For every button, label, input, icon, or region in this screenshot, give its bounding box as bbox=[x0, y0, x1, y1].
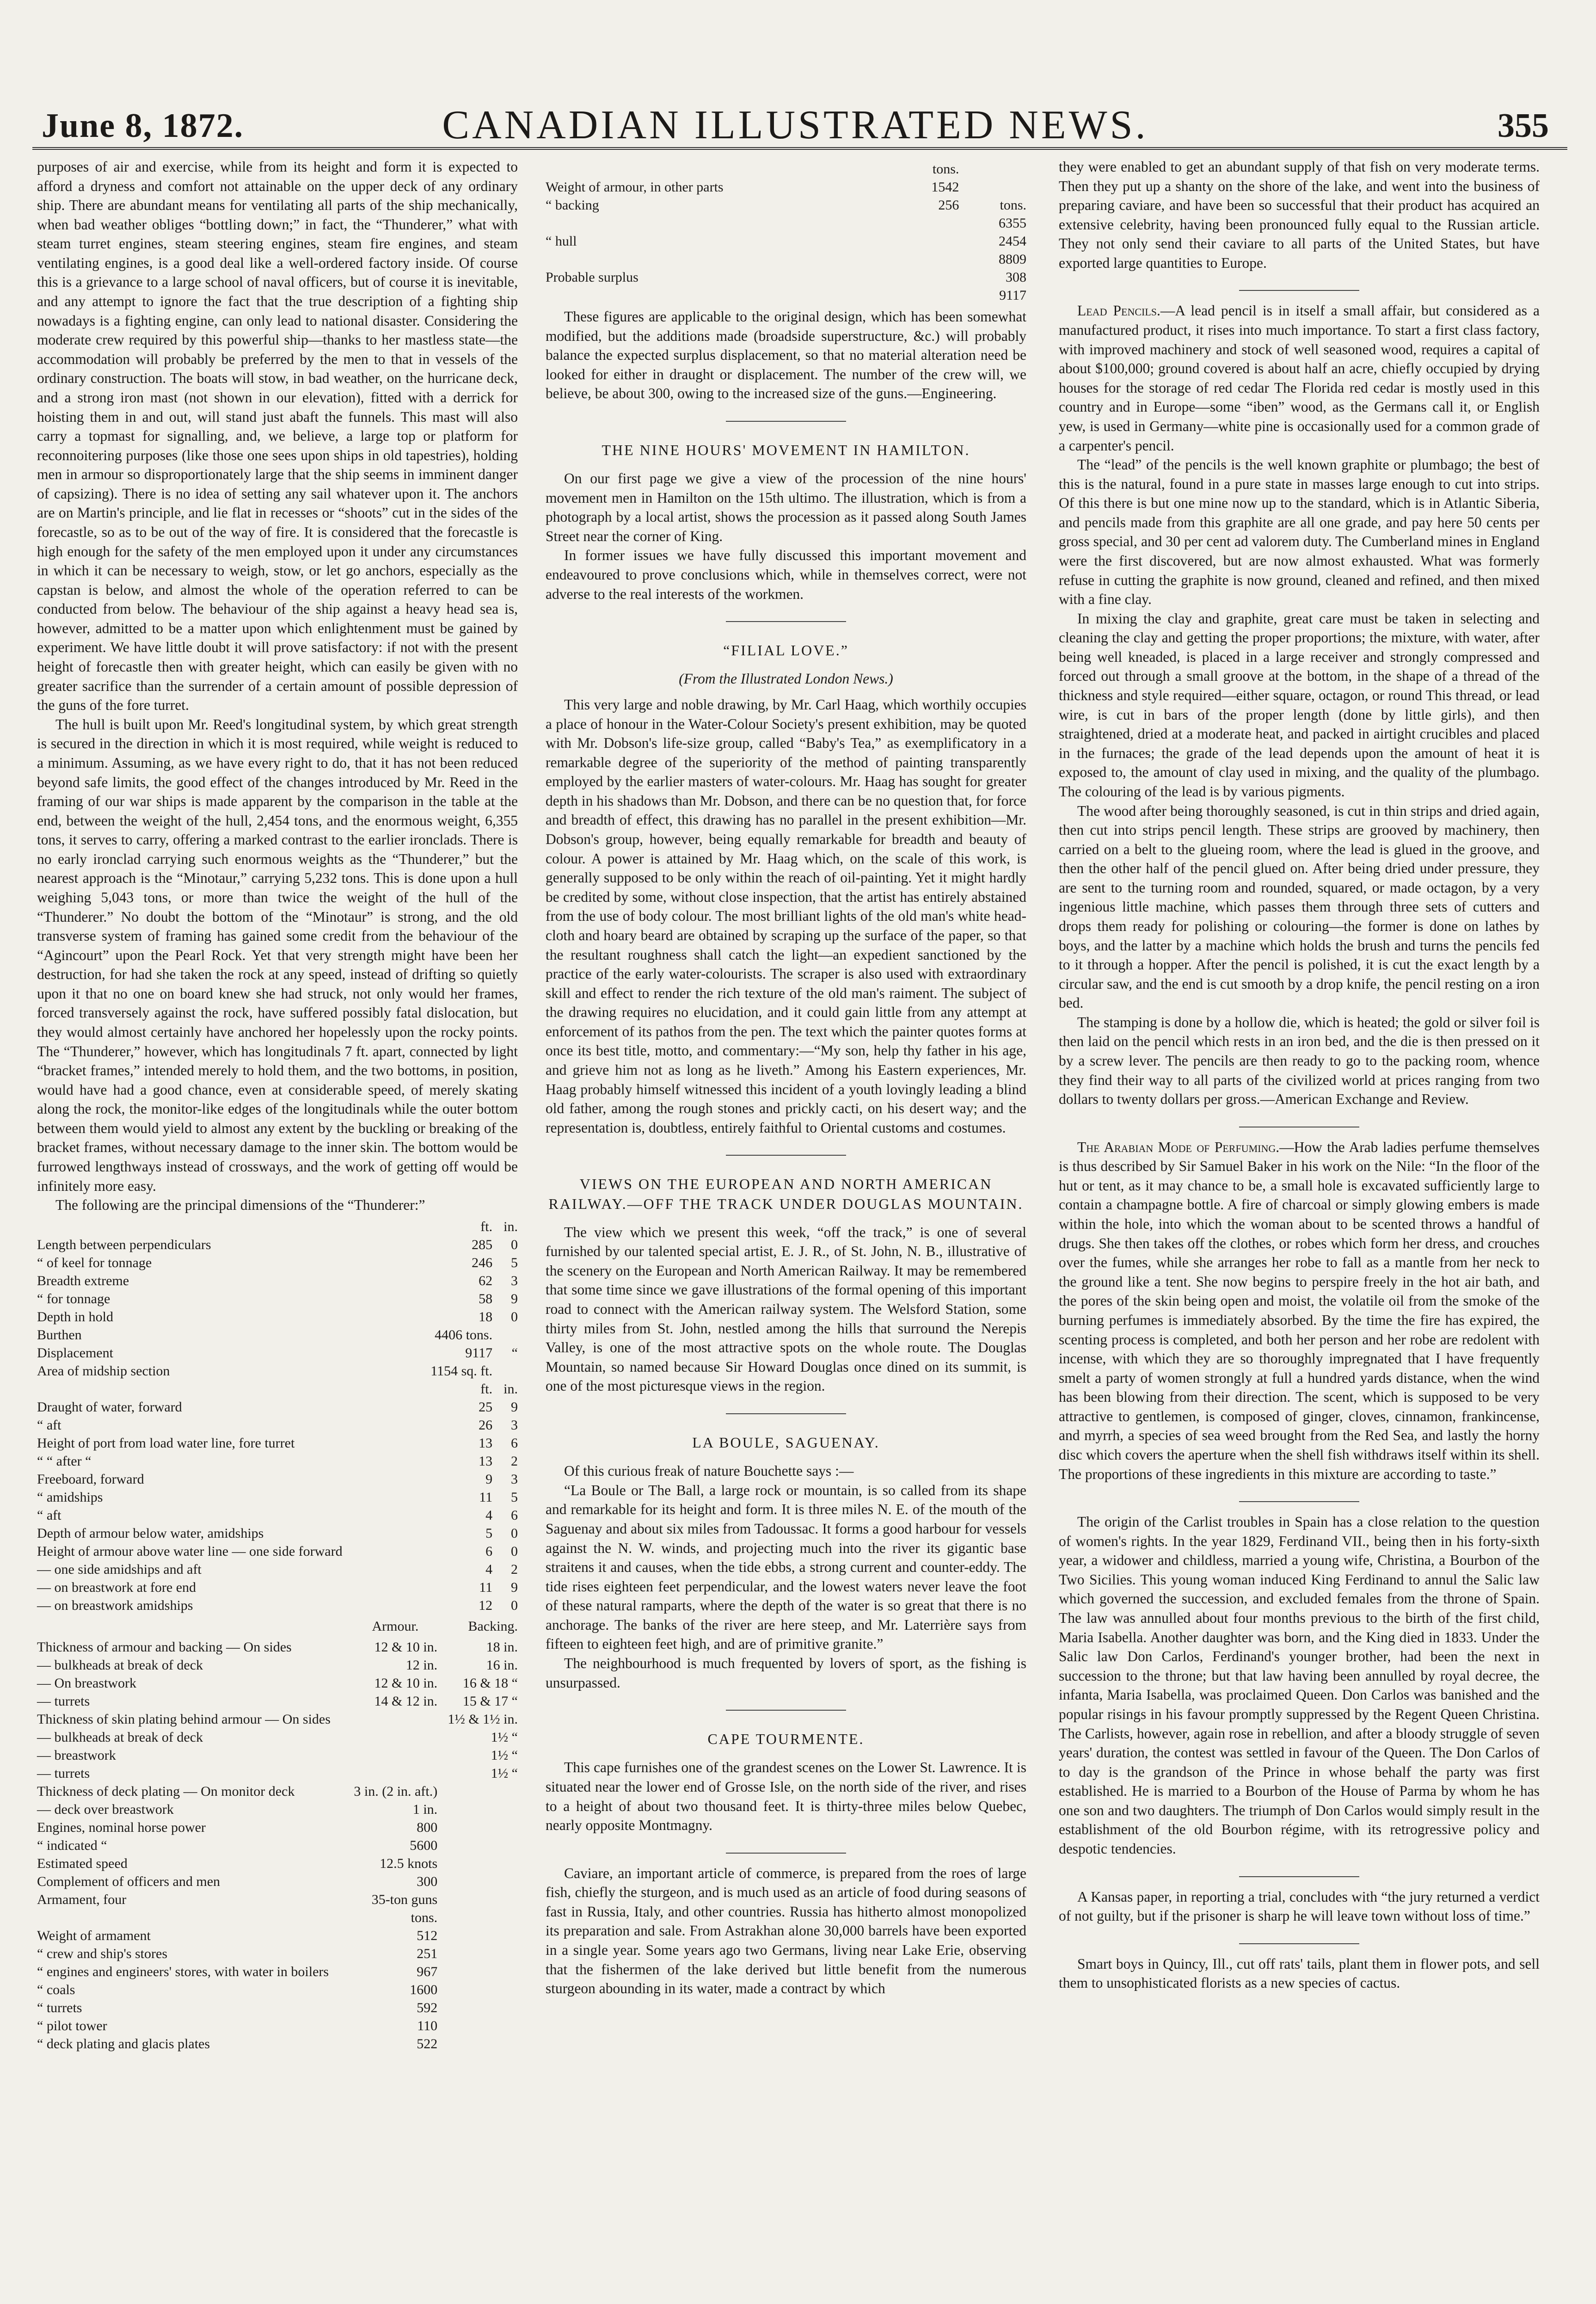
table-row bbox=[37, 1290, 518, 1308]
article-paragraph: In former issues we have fully discussed this important movement and endeavoured to prove conclusions which, while in themselves correct, were not adverse to the real interests of the workmen. bbox=[546, 547, 1026, 602]
row-value: 9 bbox=[511, 1399, 518, 1415]
row-label: Complement of officers and men bbox=[37, 1873, 221, 1889]
row-value: 1600 bbox=[410, 1982, 438, 1997]
table-row bbox=[37, 1854, 518, 1873]
row-label: Thickness of armour and backing — On sides bbox=[37, 1639, 292, 1655]
article-paragraph: On our first page we give a view of the procession of the nine hours' movement men in Hamilton on the 15th ultimo. The illustration, which is from a photograph by a local artist, shows the procession as it passed along South James Street near the corner of King. bbox=[546, 470, 1026, 544]
row-label: “ turrets bbox=[37, 2000, 82, 2015]
row-label: Area of midship section bbox=[37, 1363, 170, 1379]
article-text: —How the Arab ladies perfume themselves is thus described by Sir Samuel Baker in his work on the Nile: “In the floor of the hut or tent, as it may chance to be, a small hole is excavated sufficiently large to contain a champagne bottle. A fire of charcoal or simply glowing embers is made within the hole, into which the woman about to be scented throws a handful of drugs. She then takes off the clothes, or robes which form her dress, and crouches over the fumes, while she arranges her robe to fall as a mantle from her neck to the ground like a tent. She now begins to perspire freely in the hot air bath, and the pores of the skin being open and moist, the volatile oil from the smoke of the burning perfumes is immediately absorbed. By the time the fire has expired, the scenting process is completed, and both her person and her robe are redolent with incense, with which they are so thoroughly impregnated that I have frequently smelt a party of women strongly at full a hundred yards distance, when the wind has been blowing from their direction. The scent, which is supposed to be very attractive to gentlemen, is composed of ginger, cloves, cinnamon, frankincense, and myrrh, a species of sea weed brought from the Red Sea, and lastly the horny disc which covers the aperture when the shell fish withdraws itself within its shell. The proportions of these ingredients in this mixture are according to taste.” bbox=[1059, 1139, 1540, 1482]
article-paragraph: A Kansas paper, in reporting a trial, concludes with “the jury returned a verdict of not guilty, but if the prisoner is sharp he will leave town without loss of time.” bbox=[1059, 1888, 1540, 1924]
section-rule bbox=[1239, 1876, 1359, 1877]
section-rule bbox=[1239, 1943, 1359, 1944]
row-value bbox=[896, 268, 959, 286]
row-value bbox=[437, 1999, 518, 2017]
row-value: 16 & 18 “ bbox=[462, 1675, 518, 1691]
row-label bbox=[546, 160, 896, 178]
row-value: 9 bbox=[511, 1579, 518, 1595]
table-row bbox=[37, 2035, 518, 2053]
row-value bbox=[896, 232, 959, 250]
row-label: Armament, four bbox=[37, 1891, 127, 1907]
table-row bbox=[546, 196, 1026, 214]
table-row bbox=[37, 1692, 518, 1710]
armour-header bbox=[37, 1617, 518, 1635]
row-label: — turrets bbox=[37, 1765, 90, 1781]
section-rule bbox=[726, 1853, 846, 1854]
row-label: Length between perpendiculars bbox=[37, 1237, 211, 1252]
row-value: 300 bbox=[417, 1873, 438, 1889]
row-label: Estimated speed bbox=[37, 1855, 128, 1871]
table-row bbox=[37, 1344, 518, 1362]
row-value: 0 bbox=[511, 1543, 518, 1559]
row-value: 25 bbox=[479, 1399, 493, 1415]
row-value bbox=[437, 1891, 518, 1909]
row-label: “ backing bbox=[546, 197, 599, 213]
row-value: 0 bbox=[511, 1309, 518, 1324]
row-value: 14 & 12 in. bbox=[374, 1693, 438, 1709]
section-rule bbox=[726, 1413, 846, 1414]
article-paragraph: Smart boys in Quincy, Ill., cut off rats' tails, plant them in flower pots, and sell them to unsophisticated florists as a new species of cactus. bbox=[1059, 1955, 1540, 1991]
row-label: Burthen bbox=[37, 1327, 82, 1343]
row-label: Freeboard, forward bbox=[37, 1471, 144, 1487]
row-label: “ aft bbox=[37, 1417, 61, 1433]
row-value: 18 in. bbox=[486, 1639, 518, 1655]
row-value: 967 bbox=[417, 1964, 438, 1979]
row-value: 256 bbox=[938, 197, 959, 213]
row-label: “ pilot tower bbox=[37, 2018, 107, 2033]
article-paragraph: This very large and noble drawing, by Mr. Carl Haag, which worthily occupies a place of honour in the Water-Colour Society's present exhibition, may be quoted with Mr. Dobson's life-size group, called “Baby's Tea,” as exemplificatory in a remarkable degree of the superiority of the method of painting transparently employed by the earlier masters of water-colours. Mr. Haag has sought for greater depth in his shadows than Mr. Dobson, and there can be no question that, for force and breadth of effect, this drawing has no parallel in the present exhibition—Mr. Dobson's group, however, being equally remarkable for breadth and beauty of colour. A power is attained by Mr. Haag which, on the scale of this work, is generally supposed to be only within the reach of oil-painting. Yet it might hardly be credited by some, without close inspection, that the artist has entirely abstained from the use of body colour. The most brilliant lights of the old man's white head-cloth and hoary beard are obtained by scraping up the surface of the paper, so that the resultant roughness shall catch the light—an expedient sanctioned by the practice of the early water-colourists. The scraper is also used with extraordinary skill and effect to render the rich texture of the old man's raiment. The subject of the drawing requires no elucidation, and it could gain little from any attempt at enforcement of its pathos from the pen. The text which the painter quotes forms at once its best title, motto, and commentary:—“My son, help thy father in his age, and grieve him not as long as he liveth.” Among his Eastern experiences, Mr. Haag probably himself witnessed this incident of a youth lovingly leading a blind old father, among the rough stones and prickly cacti, on his desert way; and the representation is, doubtless, entirely faithful to Oriental customs and costumes. bbox=[546, 696, 1026, 1136]
article-text: —A lead pencil is in itself a small affair, but considered as a manufactured product, it rises into much importance. To start a first class factory, with improved machinery and stock of well seasoned wood, requires a capital of about $100,000; ground covered is about half an acre, chiefly occupied by drying houses for the storage of red cedar The Florida red cedar is mostly used in this country and in Europe—some “iben” wood, as the Germans call it, or English yew, is used in Germany—white pine is occasionally used for a common grade of a carpenter's pencil. bbox=[1059, 302, 1540, 454]
row-value bbox=[437, 1836, 518, 1854]
row-value: 3 bbox=[511, 1417, 518, 1433]
row-value: tons. bbox=[1000, 197, 1026, 213]
row-value: 58 bbox=[479, 1291, 493, 1306]
row-value: 11 bbox=[479, 1489, 493, 1505]
row-value: 6355 bbox=[999, 216, 1026, 231]
row-value bbox=[437, 1927, 518, 1945]
table-row bbox=[546, 268, 1026, 286]
row-value: 1½ “ bbox=[491, 1765, 518, 1781]
table-row bbox=[37, 1981, 518, 1999]
row-value: 9117 bbox=[999, 288, 1026, 303]
table-row bbox=[37, 1746, 518, 1764]
row-value: 9117 bbox=[465, 1345, 493, 1361]
row-value: 800 bbox=[417, 1819, 438, 1835]
row-label: “ crew and ship's stores bbox=[37, 1946, 167, 1961]
row-value: 2 bbox=[511, 1453, 518, 1469]
row-label: — one side amidships and aft bbox=[37, 1561, 202, 1577]
row-label: Height of armour above water line — one side forward bbox=[37, 1543, 343, 1559]
masthead-rule bbox=[32, 147, 1567, 150]
row-label: — turrets bbox=[37, 1693, 90, 1709]
row-value: 1154 sq. ft. bbox=[430, 1363, 493, 1379]
row-value: ft. bbox=[480, 1219, 493, 1234]
backing-col-label: Backing. bbox=[468, 1618, 518, 1634]
table-row bbox=[37, 1674, 518, 1692]
row-value: 26 bbox=[479, 1417, 493, 1433]
row-value: 1½ & 1½ in. bbox=[448, 1711, 518, 1727]
row-label bbox=[37, 1218, 411, 1236]
table-row bbox=[37, 1710, 518, 1728]
row-value: 285 bbox=[472, 1237, 493, 1252]
row-label: — breastwork bbox=[37, 1747, 116, 1763]
row-value bbox=[345, 1764, 437, 1782]
armour-col-label: Armour. bbox=[372, 1618, 419, 1634]
arabian-mode-title: The Arabian Mode of Perfuming. bbox=[1077, 1139, 1280, 1155]
row-value: tons. bbox=[411, 1910, 438, 1925]
table-row bbox=[37, 1800, 518, 1818]
row-value: 110 bbox=[417, 2018, 438, 2033]
article-paragraph: The stamping is done by a hollow die, which is heated; the gold or silver foil is then laid on the pencil which rests in an iron bed, and the die is then pressed on it by a screw lever. The pencils are then ready to go to the packing room, whence they find their way to all parts of the civilized world at prices ranging from two dollars to twenty dollars per gross.—American Exchange and Review. bbox=[1059, 1014, 1540, 1108]
section-rule bbox=[1239, 290, 1359, 291]
table-row bbox=[37, 1782, 518, 1800]
table-row bbox=[37, 1380, 518, 1398]
table-row bbox=[37, 1434, 518, 1452]
row-value: 246 bbox=[472, 1255, 493, 1270]
paper-title: CANADIAN ILLUSTRATED NEWS. bbox=[442, 103, 1148, 148]
row-value: “ bbox=[511, 1345, 518, 1361]
row-value: 16 in. bbox=[486, 1657, 518, 1673]
row-value: 15 & 17 “ bbox=[462, 1693, 518, 1709]
row-label: “ of keel for tonnage bbox=[37, 1255, 152, 1270]
column-2 bbox=[546, 157, 1026, 1998]
row-value: 3 bbox=[511, 1471, 518, 1487]
row-label bbox=[37, 1909, 345, 1927]
row-label bbox=[37, 1380, 411, 1398]
row-value: 4 bbox=[485, 1507, 493, 1523]
row-value: 35-ton guns bbox=[371, 1891, 438, 1907]
table-row bbox=[37, 1416, 518, 1434]
row-label: — on breastwork at fore end bbox=[37, 1579, 196, 1595]
article-paragraph: These figures are applicable to the original design, which has been somewhat modified, but the additions made (broadside superstructure, &c.) will probably balance the expected surplus displacement, so that no material alteration need be looked for either in draught or displacement. The number of the crew will, we believe, be about 300, owing to the increased size of the guns.—Engineering. bbox=[546, 308, 1026, 402]
row-value: 11 bbox=[479, 1579, 493, 1595]
article-paragraph: The neighbourhood is much frequented by lovers of sport, as the fishing is unsurpassed. bbox=[546, 1655, 1026, 1691]
row-value bbox=[959, 160, 1026, 178]
row-label: “ indicated “ bbox=[37, 1837, 107, 1853]
row-value: 12.5 knots bbox=[380, 1855, 438, 1871]
row-label: — bulkheads at break of deck bbox=[37, 1657, 203, 1673]
article-paragraph: The wood after being thoroughly seasoned, is cut in thin strips and dried again, then cut into strips pencil length. These strips are grooved by machinery, then carried on a belt to the glueing room, where the lead is glued in the groove, and then the other half of the pencil glued on. After being dried under pressure, they are sent to the turning room and rounded, squared, or made octagon, by a very ingenious little machine, which passes them through three sets of cutters and drops them ready for polishing or colouring—the former is done on lathes by boys, and the latter by a machine which holds the brush and turns the pencils fed to it through a hopper. After the pencil is polished, it is cut the exact length by a circular saw, and the end is cut smooth by a drop knife, the pencil resting on a iron bed. bbox=[1059, 802, 1540, 1011]
row-value bbox=[896, 286, 959, 304]
row-value: 4406 tons. bbox=[435, 1327, 493, 1343]
article-paragraph: purposes of air and exercise, while from its height and form it is expected to afford a dryness and comfort not attainable on the upper deck of any ordinary ship. There are abundant means for ventilating all parts of the ship mechanically, when bad weather obliges “bottling down;” in fact, the “Thunderer,” what with steam turret engines, steam steering engines, steam fire engines, and steam ventilating engines, is a good deal like a well-ordered factory inside. Of course this is a grievance to a large school of naval officers, but of course it is inevitable, and any attempt to ignore the fact that the true description of a fighting ship nowadays is a fighting engine, can only lead to national disaster. Considering the moderate crew required by this powerful ship—thanks to her mastless state—the accommodation will probably be preferred by the men to that in vessels of the ordinary construction. The boats will stow, in bad weather, on the hurricane deck, and a strong iron mast (not shown in our elevation), fitted with a derrick for hoisting them in and out, will stand just abaft the funnels. This mast will also carry a topmast for signalling, and, we believe, a large top or platform for reconnoitering purposes (like those one sees upon ships in old tapestries), holding men in armour so disproportionately large that the ship seems in imminent danger of capsizing). There is no idea of setting any sail whatever upon it. The anchors are on Martin's principle, and lie flat in recesses or “shoots” cut in the sides of the forecastle, so as to be out of the way of fire. It is considered that the forecastle is high enough for the safety of the men employed upon it under any circumstances in which it can be necessary to weigh, stow, or let go anchors, especially as the capstan is below, and almost the whole of the operation referred to can be conducted from below. The behaviour of the ship against a heavy head sea is, however, admitted to be a matter upon which enlightenment must be gained by experiment. We have little doubt it will prove satisfactory: if not with the present height of forecastle then with greater height, which can easily be given with no greater sacrifice than the surrender of a certain amount of possible depression of the guns of the fore turret. bbox=[37, 159, 518, 714]
table-row bbox=[37, 1470, 518, 1488]
row-label: Thickness of skin plating behind armour — On sides bbox=[37, 1711, 331, 1727]
table-row bbox=[37, 1452, 518, 1470]
row-value bbox=[437, 1818, 518, 1836]
table-row bbox=[37, 1873, 518, 1891]
table-row bbox=[37, 1362, 518, 1380]
row-label bbox=[546, 286, 896, 304]
row-value bbox=[345, 1710, 437, 1728]
masthead bbox=[32, 97, 1558, 153]
table-row bbox=[546, 286, 1026, 304]
section-rule bbox=[726, 621, 846, 622]
row-value: 308 bbox=[1006, 270, 1026, 285]
row-label: — On breastwork bbox=[37, 1675, 136, 1691]
row-label: “ coals bbox=[37, 1982, 75, 1997]
section-rule bbox=[726, 1710, 846, 1711]
headline-la-boule: LA BOULE, SAGUENAY. bbox=[692, 1434, 880, 1451]
row-label: “ aft bbox=[37, 1507, 61, 1523]
row-label: — bulkheads at break of deck bbox=[37, 1729, 203, 1745]
table-row bbox=[37, 1999, 518, 2017]
column-1 bbox=[37, 157, 518, 2056]
subheading-source: (From the Illustrated London News.) bbox=[679, 671, 893, 687]
article-paragraph: The view which we present this week, “off the track,” is one of several furnished by our talented special artist, E. J. R., of St. John, N. B., illustrative of the scenery on the European and North American Railway. It may be remembered that some time since we gave illustrations of the formal opening of this important road to connect with the American railway system. The Welsford Station, some thirty miles from St. John, nestled among the hills that surround the Nerepis Valley, is one of the most attractive spots on the whole route. The Douglas Mountain, so named because Sir Howard Douglas once dined on its summit, is one of the most picturesque views in the region. bbox=[546, 1224, 1026, 1394]
row-value bbox=[437, 2035, 518, 2053]
table-row bbox=[37, 1488, 518, 1506]
row-label: Breadth extreme bbox=[37, 1273, 129, 1288]
row-value: tons. bbox=[932, 161, 959, 177]
article-paragraph: they were enabled to get an abundant supply of that fish on very moderate terms. Then they put up a shanty on the shore of the lake, and went into the business of preparing caviare, and have been so successful that their product has acquired an extensive celebrity, having been pronounced fully equal to the Russian article. They not only send their caviare to all parts of the United States, but have exported large quantities to Europe. bbox=[1059, 159, 1540, 271]
row-label: Draught of water, forward bbox=[37, 1399, 182, 1415]
row-value bbox=[437, 1963, 518, 1981]
article-paragraph: The hull is built upon Mr. Reed's longitudinal system, by which great strength is secured in the direction in which it is most required, while weight is reduced to a minimum. Assuming, as we have every right to do, that it has not been reduced beyond safe limits, the good effect of the changes introduced by Mr. Reed in the framing of our war ships is made apparent by the comparison in the table at the end, between the weight of the hull, 2,454 tons, and the enormous weight, 6,355 tons, it serves to carry, offering a marked contrast to the earlier ironclads. There is no early ironclad carrying such enormous weights as the “Thunderer,” but the nearest approach is the “Minotaur,” carrying 5,232 tons. This is done upon a hull weighing 5,043 tons, or more than twice the weight of the hull of the “Thunderer.” No doubt the bottom of the “Minotaur” is strong, and the old transverse system of framing has gained some credit from the behaviour of the “Agincourt” upon the Pearl Rock. Yet that very strength might have been her destruction, for had she taken the rock at any speed, instead of drifting so quietly upon it that no one on board knew she had struck, not only would her frames, forced transversely against the rock, have suffered possibly fatal dislocation, but they would almost certainly have anchored her hopelessly upon the rocky points. The “Thunderer,” however, which has longitudinals 7 ft. apart, connected by light “bracket frames,” intended merely to hold them, and the two bottoms, in position, would have had a good chance, even at considerable speed, of merely skating along the rock, the monitor-like edges of the longitudinals while the outer bottom between them would yield to almost any extent by the buckling or breaking of the bracket frames, without necessary damage to the inner skin. The bottom would be furrowed lengthways instead of crossways, and the work of getting off would be infinitely more easy. bbox=[37, 716, 518, 1194]
row-value bbox=[437, 1945, 518, 1963]
row-value: 3 in. (2 in. aft.) bbox=[354, 1783, 438, 1799]
table-row bbox=[37, 1836, 518, 1854]
row-value: 6 bbox=[485, 1543, 493, 1559]
table-row bbox=[37, 1524, 518, 1542]
issue-date: June 8, 1872. bbox=[42, 107, 244, 145]
row-label: — on breastwork amidships bbox=[37, 1597, 193, 1613]
row-value: 0 bbox=[511, 1525, 518, 1541]
row-value: 5 bbox=[511, 1489, 518, 1505]
row-value: 1½ “ bbox=[491, 1747, 518, 1763]
row-value: 12 & 10 in. bbox=[374, 1639, 438, 1655]
article-paragraph: Of this curious freak of nature Bouchette says :— bbox=[564, 1463, 854, 1479]
article-paragraph: Caviare, an important article of commerce, is prepared from the roes of large fish, chiefly the sturgeon, and is much used as an article of food during seasons of fast in Russia, Italy, and other countries. Russia has hitherto almost monopolized its preparation and sale. From Astrakhan alone 30,000 barrels have been exported in a single year. Some years ago two Germans, living near Lake Erie, observing that the fishermen of the lake derived but little benefit from the numerous sturgeon abounding in its water, made a contract by which bbox=[546, 1865, 1026, 1997]
row-value bbox=[437, 1782, 518, 1800]
row-value: ft. bbox=[480, 1381, 493, 1397]
table-row bbox=[37, 1254, 518, 1272]
table-row bbox=[37, 1764, 518, 1782]
row-value: 251 bbox=[417, 1946, 438, 1961]
row-value: 0 bbox=[511, 1237, 518, 1252]
row-label: Weight of armour, in other parts bbox=[546, 179, 724, 195]
row-value: 13 bbox=[479, 1453, 493, 1469]
row-value: 18 bbox=[479, 1309, 493, 1324]
row-label: Engines, nominal horse power bbox=[37, 1819, 206, 1835]
table-row bbox=[37, 1236, 518, 1254]
row-value bbox=[492, 1326, 518, 1344]
row-label: “ engines and engineers' stores, with water in boilers bbox=[37, 1964, 329, 1979]
row-value: 1542 bbox=[931, 179, 959, 195]
row-label: “ “ after “ bbox=[37, 1453, 92, 1469]
row-value: 5 bbox=[485, 1525, 493, 1541]
table-row bbox=[37, 1218, 518, 1236]
table-row bbox=[37, 1638, 518, 1656]
row-value: 512 bbox=[417, 1928, 438, 1943]
lead-pencils-title: Lead Pencils. bbox=[1077, 302, 1160, 319]
section-rule bbox=[726, 1155, 846, 1156]
row-value: 1 in. bbox=[412, 1801, 438, 1817]
row-label: “ deck plating and glacis plates bbox=[37, 2036, 210, 2051]
row-label: Thickness of deck plating — On monitor deck bbox=[37, 1783, 295, 1799]
row-value: in. bbox=[503, 1381, 518, 1397]
section-rule bbox=[1239, 1501, 1359, 1502]
table-row bbox=[546, 160, 1026, 178]
table-row bbox=[37, 1728, 518, 1746]
page-number: 355 bbox=[1498, 107, 1549, 145]
article-paragraph: The origin of the Carlist troubles in Spain has a close relation to the question of women's rights. In the year 1829, Ferdinand VII., being then in his forty-sixth year, a widower and childless, married a young wife, Christina, a Bourbon of the Two Sicilies. This young woman induced King Ferdinand to annul the Salic law which governed the succession, and excluded females from the throne of Spain. The law was annulled about four months previous to the birth of the first child, Maria Isabella. Another daughter was born, and the King died in 1833. Under the Salic law Don Carlos, Ferdinand's younger brother, had been the next in succession to the throne; but that law having been annulled by royal decree, the infanta, Maria Isabella, was proclaimed Queen. Don Carlos was banished and the popular risings in his favour promptly suppressed by the Regent Queen Christina. The Carlists, however, again rose in rebellion, and after a bloody struggle of seven years' duration, the contest was settled in favour of the Queen. The Don Carlos of to day is the grandson of the Prince in whose behalf the party was first established. He is married to a Bourbon of the House of Parma by whom he has one son and two daughters. The triumph of Don Carlos would simply result in the establishment of the old Bourbon régime, with its retrogressive policy and despotic tendencies. bbox=[1059, 1514, 1540, 1857]
column-3 bbox=[1059, 157, 1540, 1993]
table-row bbox=[37, 1326, 518, 1344]
headline-railway-views: VIEWS ON THE EUROPEAN AND NORTH AMERICAN RAILWAY.—OFF THE TRACK UNDER DOUGLAS MOUNTAIN. bbox=[548, 1176, 1024, 1212]
row-value: 4 bbox=[485, 1561, 493, 1577]
row-value: 1½ “ bbox=[491, 1729, 518, 1745]
row-label: Probable surplus bbox=[546, 270, 638, 285]
row-value bbox=[959, 178, 1026, 196]
row-value: 5600 bbox=[410, 1837, 438, 1853]
row-value bbox=[437, 2017, 518, 2035]
table-row bbox=[37, 1656, 518, 1674]
row-value: 9 bbox=[511, 1291, 518, 1306]
row-value: 592 bbox=[417, 2000, 438, 2015]
article-paragraph: The following are the principal dimensions of the “Thunderer:” bbox=[55, 1197, 425, 1214]
armour-table bbox=[37, 1638, 518, 2053]
row-label: “ amidships bbox=[37, 1489, 103, 1505]
row-value: 12 in. bbox=[405, 1657, 438, 1673]
table-row bbox=[37, 1818, 518, 1836]
dimensions-table bbox=[37, 1218, 518, 1614]
article-paragraph: The “lead” of the pencils is the well known graphite or plumbago; the best of this is the natural, found in a pure state in masses large enough to cut into strips. Of this there is but one mine now up to the standard, which is in Atlantic Siberia, and pencils made from this graphite are all one grade, and pay here 50 cents per gross special, and 30 per cent ad valorem duty. The Cumberland mines in England were the first discovered, but are now almost exhausted. What was formerly refuse in cutting the graphite is now ground, cleaned and refined, and then mixed with a fine clay. bbox=[1059, 456, 1540, 608]
article-paragraph: This cape furnishes one of the grandest scenes on the Lower St. Lawrence. It is situated near the lower end of Grosse Isle, on the north side of the river, and rises to a height of about two thousand feet. It is thirty-three miles below Quebec, nearly opposite Montmagny. bbox=[546, 1759, 1026, 1834]
row-value bbox=[896, 214, 959, 232]
row-value bbox=[437, 1981, 518, 1999]
table-row bbox=[546, 232, 1026, 250]
row-value bbox=[492, 1362, 518, 1380]
table-row bbox=[37, 1891, 518, 1909]
article-paragraph: “La Boule or The Ball, a large rock or mountain, is so called from its shape and remarkable for its height and form. It is three miles N. E. of the mouth of the Saguenay and about six miles from Tadoussac. It forms a good harbour for vessels against the N. W. winds, and projecting much into the river its gigantic base straitens it and causes, when the tide ebbs, a strong current and counter-eddy. The tide rises eighteen feet perpendicular, and the lowest waters never leave the foot of these natural ramparts, where the depth of the water is so great that there is no anchorage. The banks of the river are here steep, and Mr. Laterrière says from fifteen to eighteen feet high, and are of primitive granite.” bbox=[546, 1482, 1026, 1652]
row-value: 5 bbox=[511, 1255, 518, 1270]
table-row bbox=[37, 1506, 518, 1524]
headline-filial-love: “FILIAL LOVE.” bbox=[723, 642, 849, 659]
table-row bbox=[37, 1596, 518, 1614]
row-value: 12 bbox=[479, 1597, 493, 1613]
row-label: Height of port from load water line, fore turret bbox=[37, 1435, 295, 1451]
row-value bbox=[437, 1909, 518, 1927]
row-value: 13 bbox=[479, 1435, 493, 1451]
headline-nine-hours: THE NINE HOURS' MOVEMENT IN HAMILTON. bbox=[602, 441, 970, 458]
row-value: 2454 bbox=[999, 234, 1026, 249]
table-row bbox=[37, 1560, 518, 1578]
article-paragraph: In mixing the clay and graphite, great care must be taken in selecting and cleaning the clay and getting the proper proportions; the mixture, with water, after being well kneaded, is placed in a large receiver and strongly compressed and forced out through a small groove at the bottom, in the shape of a thread of the thickness and style required—either square, octagon, or round This thread, or lead wire, is cut in bars of the proper length (done by little girls), and then straightened, dried at a moderate heat, and packed in airtight crucibles and placed in the furnaces; the grade of the lead depends upon the amount of heat it is exposed to, the amount of clay used in mixing, and the quality of the plumbago. The colouring of the lead is by various pigments. bbox=[1059, 610, 1540, 800]
headline-cape-tourmente: CAPE TOURMENTE. bbox=[707, 1731, 865, 1748]
row-label: — deck over breastwork bbox=[37, 1801, 174, 1817]
row-value bbox=[437, 1873, 518, 1891]
table-row bbox=[546, 178, 1026, 196]
row-value bbox=[437, 1800, 518, 1818]
weights-table bbox=[546, 160, 1026, 304]
table-row bbox=[37, 1398, 518, 1416]
table-row bbox=[37, 1945, 518, 1963]
row-value: 522 bbox=[417, 2036, 438, 2051]
row-value bbox=[437, 1854, 518, 1873]
row-value: 6 bbox=[511, 1507, 518, 1523]
table-row bbox=[37, 1272, 518, 1290]
row-value bbox=[345, 1746, 437, 1764]
row-value: 9 bbox=[485, 1471, 493, 1487]
row-value: 2 bbox=[511, 1561, 518, 1577]
section-rule bbox=[726, 421, 846, 422]
row-value: in. bbox=[503, 1219, 518, 1234]
table-row bbox=[546, 250, 1026, 268]
table-row bbox=[546, 214, 1026, 232]
table-row bbox=[37, 1308, 518, 1326]
row-value: 6 bbox=[511, 1435, 518, 1451]
table-row bbox=[37, 1578, 518, 1596]
row-value: 62 bbox=[479, 1273, 493, 1288]
row-label: “ for tonnage bbox=[37, 1291, 110, 1306]
row-label bbox=[546, 250, 896, 268]
row-value: 8809 bbox=[999, 252, 1026, 267]
table-row bbox=[37, 1963, 518, 1981]
row-value: 12 & 10 in. bbox=[374, 1675, 438, 1691]
table-row bbox=[37, 1909, 518, 1927]
row-label: Depth of armour below water, amidships bbox=[37, 1525, 264, 1541]
row-value: 0 bbox=[511, 1597, 518, 1613]
row-label: “ hull bbox=[546, 234, 577, 249]
row-label bbox=[546, 214, 896, 232]
row-value bbox=[345, 1728, 437, 1746]
table-row bbox=[37, 2017, 518, 2035]
row-label: Weight of armament bbox=[37, 1928, 151, 1943]
table-row bbox=[37, 1927, 518, 1945]
row-value bbox=[896, 250, 959, 268]
row-label: Displacement bbox=[37, 1345, 113, 1361]
table-row bbox=[37, 1542, 518, 1560]
row-value: 3 bbox=[511, 1273, 518, 1288]
row-label: Depth in hold bbox=[37, 1309, 113, 1324]
